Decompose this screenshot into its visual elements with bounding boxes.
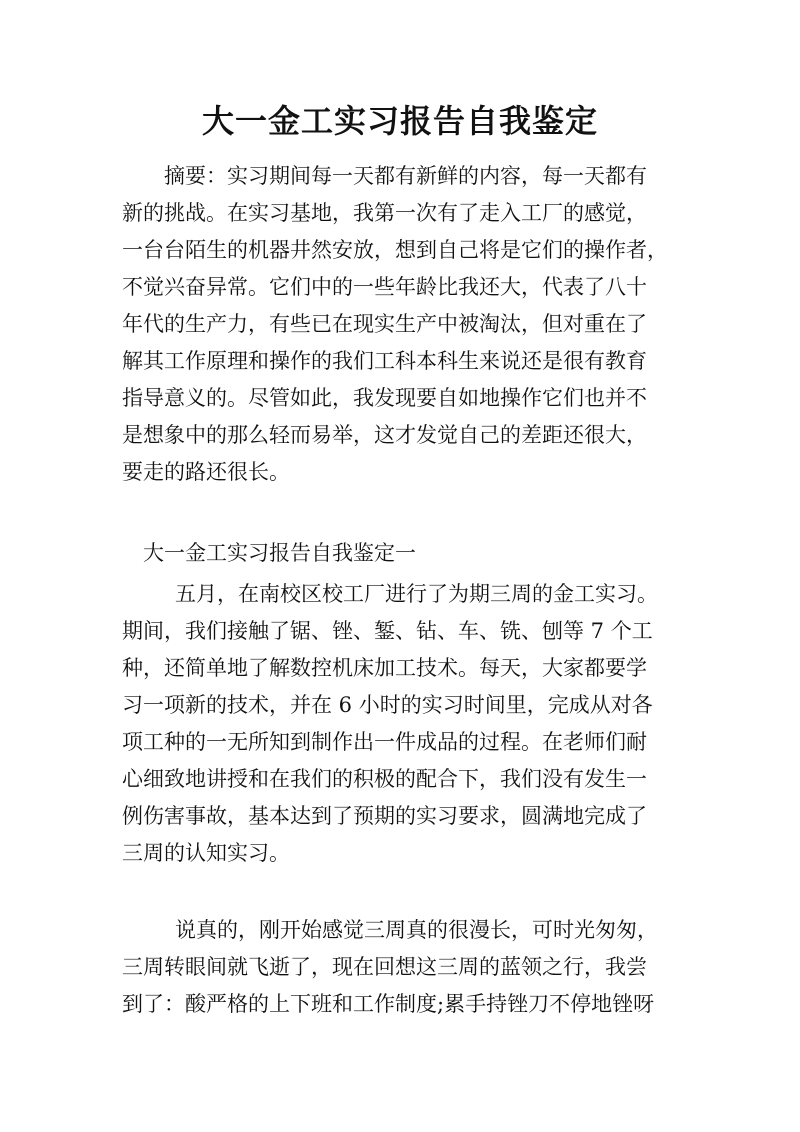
body-paragraph-1 (122, 576, 662, 872)
paragraph-line: 三周的认知实习。 (122, 841, 290, 865)
abstract-line: 是想象中的那么轻而易举，这才发觉自己的差距还很大， (122, 423, 647, 447)
paragraph-line: 到了：酸严格的上下班和工作制度;累手持锉刀不停地锉呀 (122, 992, 655, 1016)
paragraph-line: 心细致地讲授和在我们的积极的配合下，我们没有发生一 (122, 767, 647, 791)
abstract-line: 新的挑战。在实习基地，我第一次有了走入工厂的感觉， (122, 201, 647, 225)
paragraph-line: 说真的，刚开始感觉三周真的很漫长，可时光匆匆， (175, 918, 658, 942)
abstract-line: 要走的路还很长。 (122, 460, 290, 484)
section-subheading: 大一金工实习报告自我鉴定一 (143, 541, 416, 565)
paragraph-line: 期间，我们接触了锯、锉、錾、钻、车、铣、刨等 7 个工 (122, 619, 653, 643)
paragraph-line: 例伤害事故，基本达到了预期的实习要求，圆满地完成了 (122, 804, 647, 828)
paragraph-line: 项工种的一无所知到制作出一件成品的过程。在老师们耐 (122, 730, 647, 754)
abstract-line: 指导意义的。尽管如此，我发现要自如地操作它们也并不 (122, 386, 647, 410)
paragraph-line: 三周转眼间就飞逝了，现在回想这三周的蓝领之行，我尝 (122, 955, 647, 979)
abstract-line: 一台台陌生的机器井然安放，想到自己将是它们的操作者， (122, 238, 668, 262)
paragraph-line: 五月，在南校区校工厂进行了为期三周的金工实习。 (175, 582, 658, 606)
abstract-line: 解其工作原理和操作的我们工科本科生来说还是很有教育 (122, 349, 647, 373)
abstract-line: 年代的生产力，有些已在现实生产中被淘汰，但对重在了 (122, 312, 647, 336)
paragraph-line: 种，还简单地了解数控机床加工技术。每天，大家都要学 (122, 656, 647, 680)
abstract-paragraph (122, 158, 668, 491)
abstract-line: 摘要：实习期间每一天都有新鲜的内容，每一天都有 (164, 164, 647, 188)
abstract-line: 不觉兴奋异常。它们中的一些年龄比我还大，代表了八十 (122, 275, 647, 299)
paragraph-line: 习一项新的技术，并在 6 小时的实习时间里，完成从对各 (122, 693, 653, 717)
body-paragraph-2 (122, 912, 662, 1023)
page-title: 大一金工实习报告自我鉴定 (201, 102, 598, 140)
